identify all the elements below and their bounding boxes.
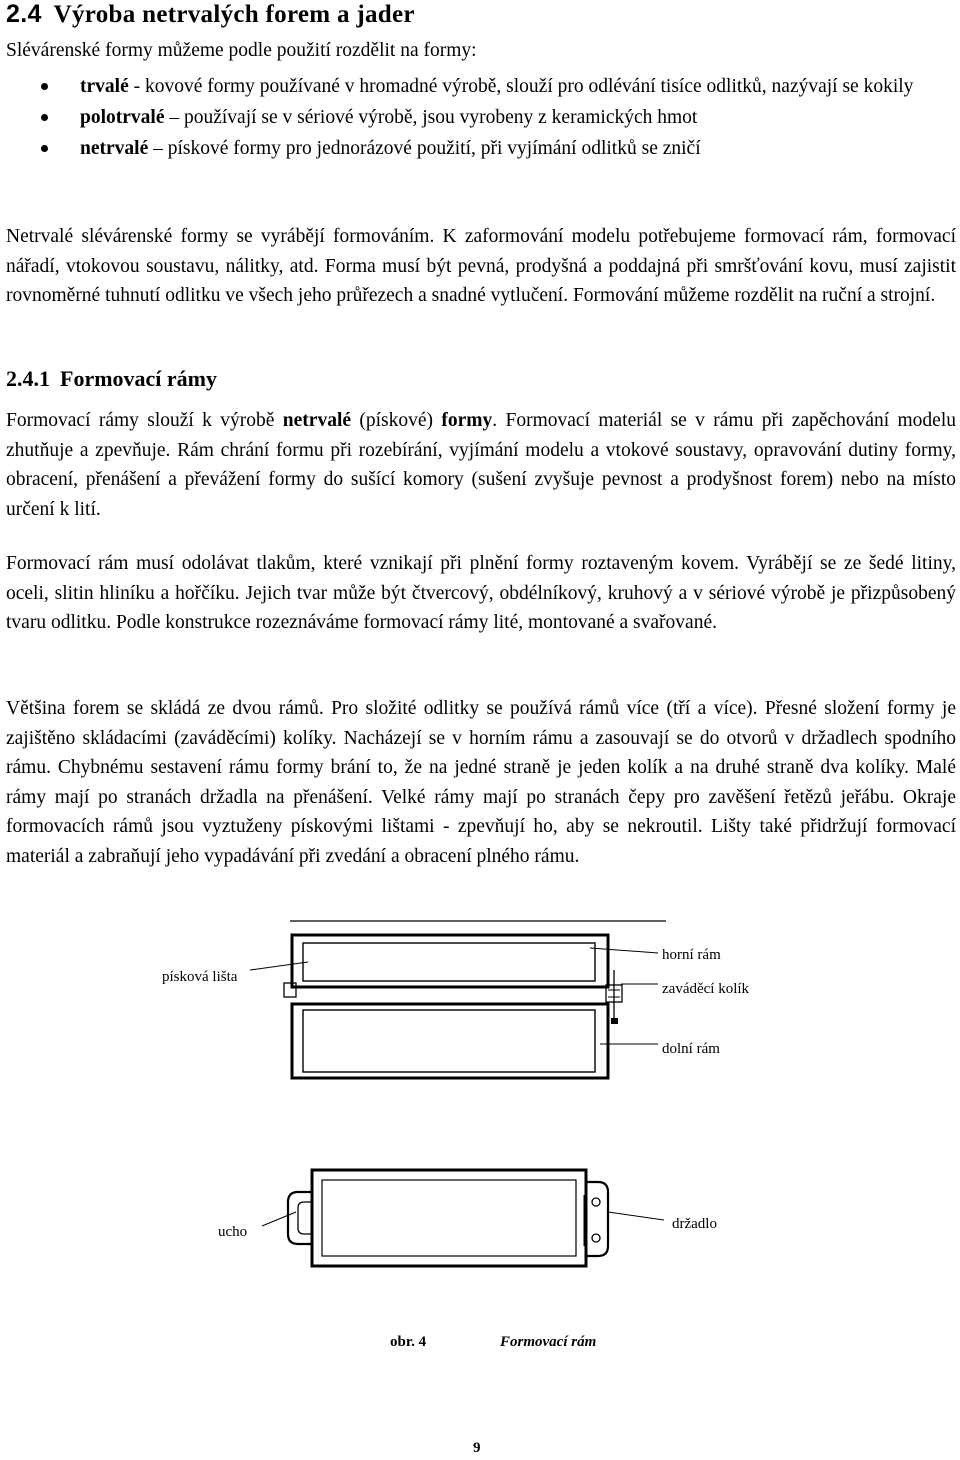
intro-text: Slévárenské formy můžeme podle použití rozdělit na formy: [6, 40, 477, 61]
list-item-term: trvalé [80, 76, 129, 97]
bullet-icon [41, 114, 48, 121]
paragraph [6, 406, 956, 524]
list-item-text: - kovové formy používané v hromadné výrobě, slouží pro odlévání tisíce odlitků, nazývají se kokily [128, 76, 914, 97]
sand-bar-lower [303, 1010, 595, 1072]
bullet-icon [41, 145, 48, 152]
section-heading [6, 0, 415, 29]
lower-frame-outline [292, 1004, 608, 1078]
list-item [0, 134, 960, 163]
list-item [0, 103, 960, 132]
text-run: . Formovací materiál se v rámu při zapěchování modelu zhutňuje a zpevňuje. Rám chrání formu při rozebírání, vyjímání modelu a vtokové soustavy, opravování dutiny formy, obracení, přenášení a převážení formy do sušící komory (sušení zvyšuje pevnost a prodyšnost forem) nebo na místo určení k lití. [6, 410, 956, 520]
subsection-number: 2.4.1 [6, 366, 50, 391]
ear-icon [288, 1192, 312, 1244]
handle-icon [586, 1182, 608, 1256]
label-ear: ucho [218, 1224, 248, 1240]
subsection-heading [6, 366, 217, 392]
paragraph: Netrvalé slévárenské formy se vyrábějí formováním. K zaformování modelu potřebujeme formovací rám, formovací nářadí, vtokovou soustavu, nálitky, atd. Forma musí být pevná, prodyšná a poddajná při smršťování kovu, musí zajistit rovnoměrné tuhnutí odlitku ve všech jeho průřezech a snadné vytlučení. Formování můžeme rozdělit na ruční a strojní. [6, 226, 956, 306]
bold-term: formy [441, 410, 493, 431]
page-number: 9 [473, 1440, 481, 1456]
bold-term: netrvalé [282, 410, 352, 431]
section-number: 2.4 [6, 0, 42, 28]
list-item-text: – používají se v sériové výrobě, jsou vyrobeny z keramických hmot [164, 107, 698, 128]
label-guide-pin: zaváděcí kolík [662, 981, 750, 997]
paragraph: Většina forem se skládá ze dvou rámů. Pro složité odlitky se používá rámů více (tří a více). Přesné složení formy je zajištěno skládacími (zaváděcími) kolíky. Nacházejí se v horním rámu a zasouvají se do otvorů v držadlech spodního rámu. Chybnému sestavení rámu formy brání to, že na jedné straně je jeden kolík a na druhé straně dva kolíky. Malé rámy mají po stranách držadla na přenášení. Velké rámy mají po stranách čepy pro zavěšení řetězů jeřábu. Okraje formovacích rámů jsou vyztuženy pískovými lištami - zpevňují ho, aby se nekroutil. Lišty také přidržují formovací materiál a zabraňují jeho vypadávání při zvedání a obracení plného rámu. [6, 698, 956, 867]
subsection-title: Formovací rámy [60, 366, 217, 391]
text-run: Formovací rámy slouží k výrobě [6, 410, 283, 431]
label-upper-frame: horní rám [662, 947, 721, 963]
list-item [0, 72, 960, 101]
label-sand-bar: písková lišta [162, 969, 238, 985]
bullet-icon [41, 83, 48, 90]
figure-caption: Formovací rám [500, 1334, 597, 1350]
figure-number: obr. 4 [390, 1334, 427, 1350]
molding-frame-figure [0, 915, 960, 1325]
paragraph: Formovací rám musí odolávat tlakům, které vznikají při plnění formy roztaveným kovem. Vyrábějí se ze šedé litiny, oceli, slitin hliníku a hořčíku. Jejich tvar může být čtvercový, obdélníkový, kruhový a v sériové výrobě je přizpůsobený tvaru odlitku. Podle konstrukce rozeznáváme formovací rámy lité, montované a svařované. [6, 553, 956, 633]
sand-bar-upper [303, 943, 595, 981]
frame-plan-view [312, 1170, 586, 1266]
list-item-text: – pískové formy pro jednorázové použití, při vyjímání odlitků se zničí [148, 138, 701, 159]
list-item-term: polotrvalé [80, 107, 165, 128]
label-lower-frame: dolní rám [662, 1041, 720, 1057]
text-run: (pískové) [351, 410, 442, 431]
list-item-term: netrvalé [80, 138, 149, 159]
label-handle: držadlo [672, 1216, 717, 1232]
form-types-list [0, 72, 960, 163]
section-title: Výroba netrvalých forem a jader [53, 1, 415, 28]
